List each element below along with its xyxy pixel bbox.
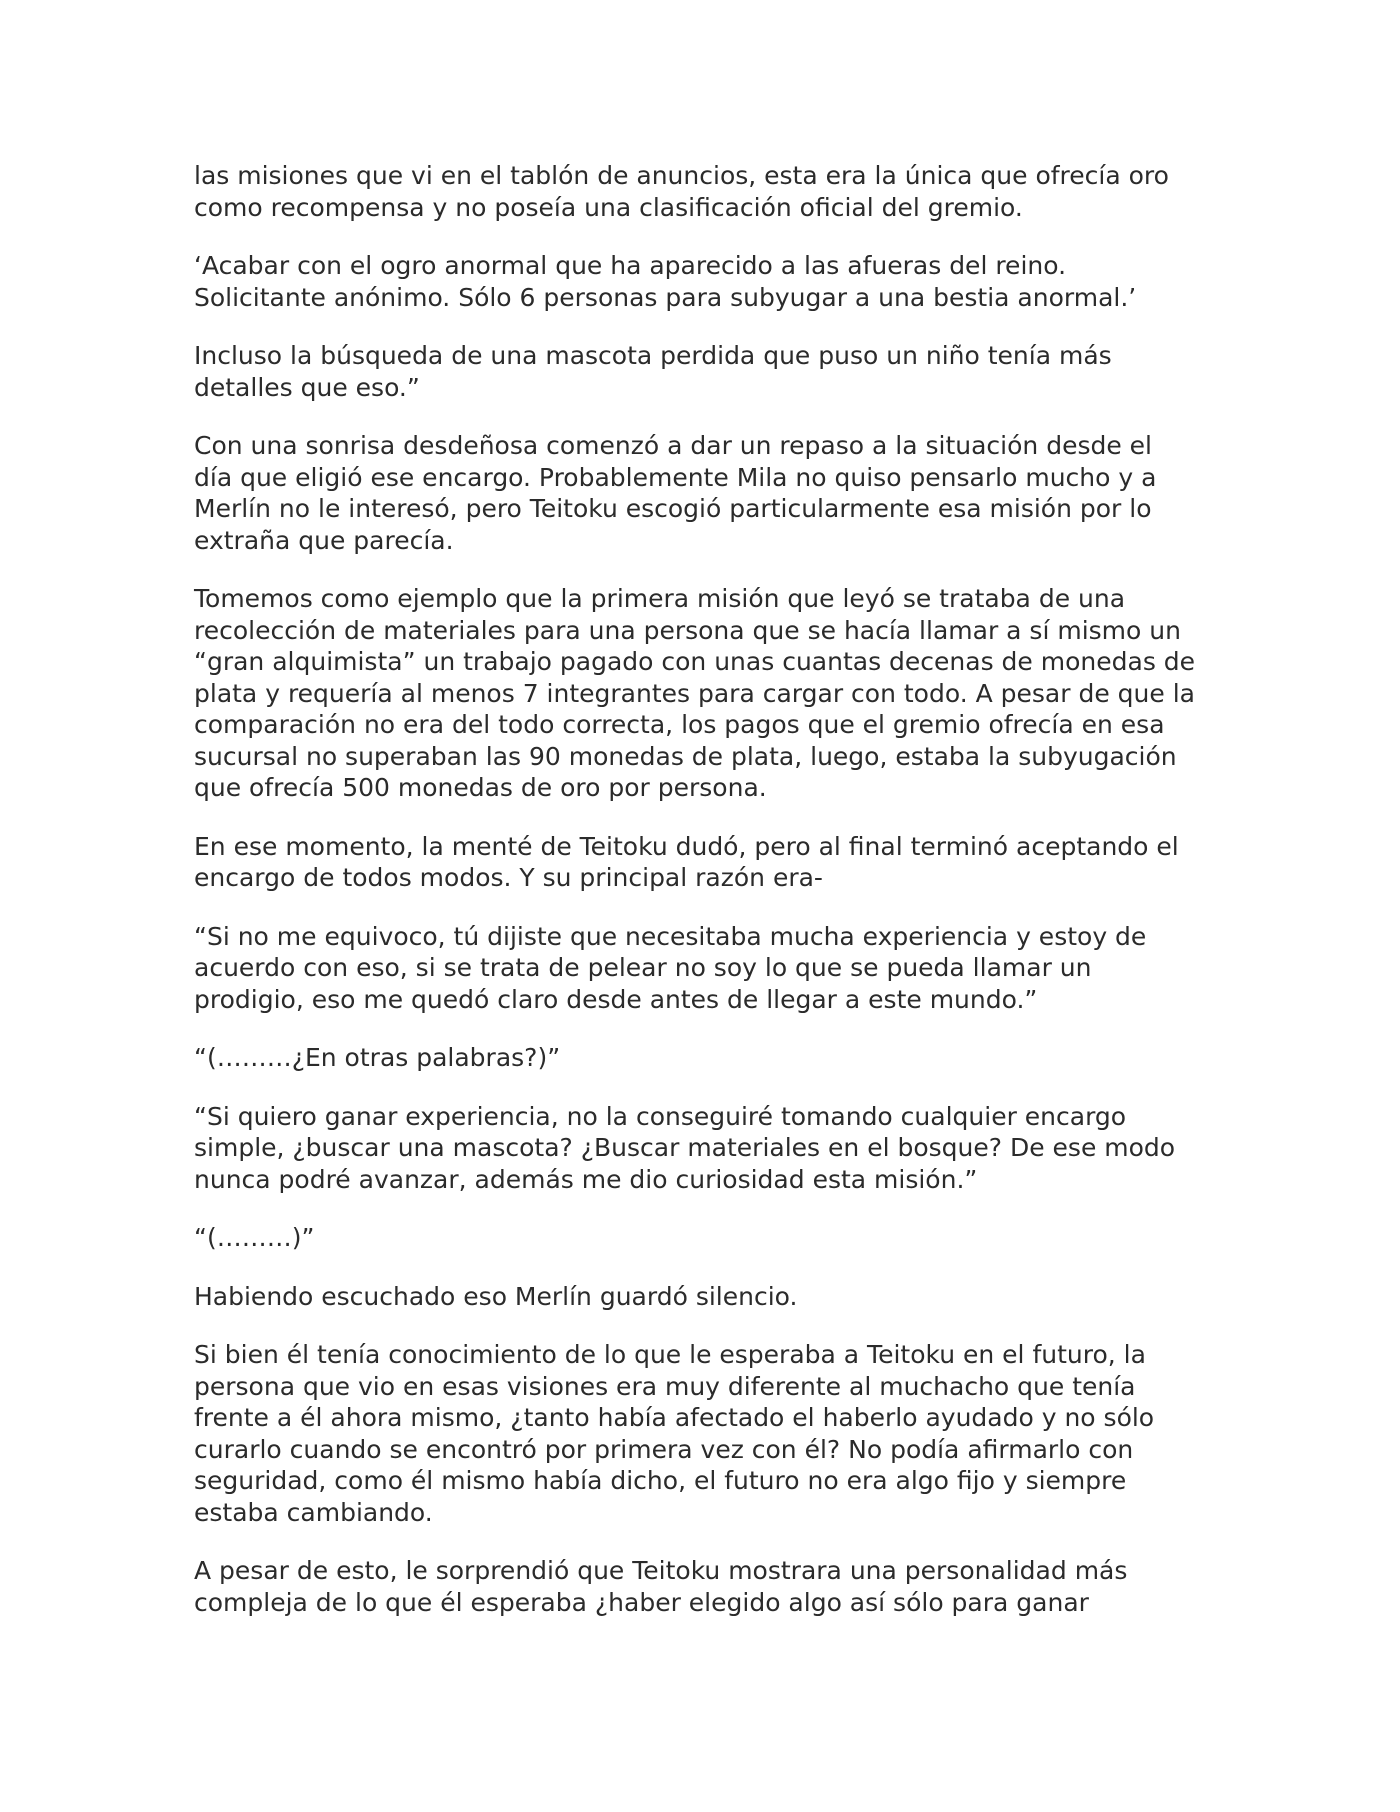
paragraph-2: ‘Acabar con el ogro anormal que ha aparecido a las afueras del reino. Solicitante anónimo. Sólo 6 personas para subyugar a una bestia anormal.’ xyxy=(194,251,1137,312)
paragraph-6: En ese momento, la menté de Teitoku dudó, pero al final terminó aceptando el encargo de todos modos. Y su principal razón era- xyxy=(194,831,1179,892)
paragraph-3: Incluso la búsqueda de una mascota perdida que puso un niño tenía más detalles que eso.” xyxy=(194,341,1112,402)
paragraph-9: “Si quiero ganar experiencia, no la conseguiré tomando cualquier encargo simple, ¿buscar una mascota? ¿Buscar materiales en el bosque? De ese modo nunca podré avanzar, además me dio curiosidad esta misión.” xyxy=(194,1101,1176,1194)
paragraph-10: “(………)” xyxy=(194,1223,315,1252)
paragraph-4: Con una sonrisa desdeñosa comenzó a dar un repaso a la situación desde el día que eligió ese encargo. Probablemente Mila no quiso pensarlo mucho y a Merlín no le interesó, pero Teitoku escogió particularmente esa misión por lo extraña que parecía. xyxy=(194,431,1157,555)
paragraph-8: “(………¿En otras palabras?)” xyxy=(194,1043,561,1072)
paragraph-11: Habiendo escuchado eso Merlín guardó silencio. xyxy=(194,1281,798,1311)
paragraph-5: Tomemos como ejemplo que la primera misión que leyó se trataba de una recolección de materiales para una persona que se hacía llamar a sí mismo un “gran alquimista” un trabajo pagado con unas cuantas decenas de monedas de plata y requería al menos 7 integrantes para cargar con todo. A pesar de que la comparación no era del todo correcta, los pagos que el gremio ofrecía en esa sucursal no superaban las 90 monedas de plata, luego, estaba la subyugación que ofrecía 500 monedas de oro por persona. xyxy=(194,584,1196,802)
paragraph-1: las misiones que vi en el tablón de anuncios, esta era la única que ofrecía oro como recompensa y no poseía una clasificación oficial del gremio. xyxy=(194,161,1169,222)
paragraph-7: “Si no me equivoco, tú dijiste que necesitaba mucha experiencia y estoy de acuerdo con eso, si se trata de pelear no soy lo que se pueda llamar un prodigio, eso me quedó claro desde antes de llegar a este mundo.” xyxy=(194,921,1147,1014)
paragraph-12: Si bien él tenía conocimiento de lo que le esperaba a Teitoku en el futuro, la persona que vio en esas visiones era muy diferente al muchacho que tenía frente a él ahora mismo, ¿tanto había afectado el haberlo ayudado y no sólo curarlo cuando se encontró por primera vez con él? No podía afirmarlo con seguridad, como él mismo había dicho, el futuro no era algo fijo y siempre estaba cambiando. xyxy=(194,1340,1155,1527)
document-page xyxy=(194,160,1234,1618)
paragraph-13: A pesar de esto, le sorprendió que Teitoku mostrara una personalidad más compleja de lo que él esperaba ¿haber elegido algo así sólo para ganar xyxy=(194,1556,1128,1617)
